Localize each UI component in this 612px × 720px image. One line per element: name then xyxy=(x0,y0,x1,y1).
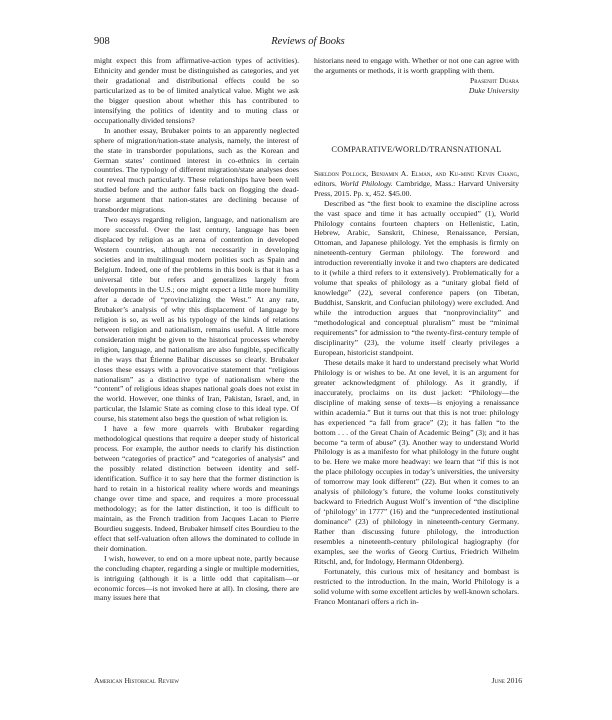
paragraph: I have a few more quarrels with Brubaker regarding methodological questions that require a deeper study of historical process. For example, the author needs to clarify his distinction between “categories of practice” and “categories of analysis” and the possibly related distinction between identity and self-identification. Suffice it to say here that the former distinction is hard to retain in a historical reality where words and meanings change over time and space, and requires a more processual methodology; as for the latter distinction, it too is difficult to maintain, as the French tradition from Jacques Lacan to Pierre Bourdieu suggests. Indeed, Brubaker himself cites Bourdieu to the effect that self-valuation often allows the dominated to collude in their domination. xyxy=(94,424,299,553)
issue-date: June 2016 xyxy=(491,676,522,685)
paragraph: These details make it hard to understand precisely what World Philology is or wishes to be. At one level, it is an argument for greater acknowledgment of philology. As it grandly, if inaccurately, proclaims on its dust jacket: “Philology—the discipline of making sense of texts—is enjoying a renaissance within academia.” But it turns out that this is not true: philology has experienced “a fall from grace” (2); it has fallen “to the bottom . . . of the Great Chain of Academic Being” (3); and it has become “a term of abuse” (3). Another way to understand World Philology is as a manifesto for what philology in the future ought to be. Here we make more headway: we learn that “if this is not the place philology occupies in today’s universities, the university of tomorrow may look different” (22). But when it comes to an analysis of philology’s future, the volume looks constitutively backward to Friedrich August Wolf’s invention of “the discipline of ‘philology’ in 1777” (16) and the “unprecedented institutional dominance” (23) of philology in nineteenth-century Germany. Rather than discussing future philology, the introduction resembles a nineteenth-century philological hagiography (for examples, see the works of Georg Curtius, Friedrich Wilhelm Ritschl, and, for Indology, Hermann Oldenberg). xyxy=(314,357,519,566)
journal-name: American Historical Review xyxy=(94,676,180,685)
page-number: 908 xyxy=(94,36,110,47)
paragraph: Fortunately, this curious mix of hesitancy and bombast is restricted to the introduction. In the main, World Philology is a solid volume with some excellent articles by well-known scholars. Franco Montanari offers a rich in- xyxy=(314,566,519,606)
citation-publication: Cambridge, Mass.: Harvard University Press, 2015. Pp. x, 452. $45.00. xyxy=(314,178,520,198)
running-head: Reviews of Books xyxy=(271,36,345,47)
paragraph: I wish, however, to end on a more upbeat note, partly because the concluding chapter, regarding a single or multiple modernities, is intriguing (although it is a little odd that capitalism—or economic forces—is not invoked here at all). In closing, there are many issues here that xyxy=(94,553,299,603)
paragraph: historians need to engage with. Whether or not one can agree with the arguments or methods, it is worth grappling with them. xyxy=(314,56,519,75)
paragraph: In another essay, Brubaker points to an apparently neglected sphere of migration/nation-state analysis, namely, the interest of the state in transborder populations, such as the Korean and German states’ continued interest in co-ethnics in certain countries. The typology of different migration/state analyses does not reveal much particularly. These relationships have been well studied before and the author falls back on flogging the dead-horse argument that nation-states are declining because of transborder migrations. xyxy=(94,125,299,215)
citation-authors: Sheldon Pollock, Benjamin A. Elman, and Ku-ming Kevin Chang, xyxy=(314,168,519,178)
paragraph: Two essays regarding religion, language, and nationalism are more successful. Over the last century, language has been displaced by religion as an arena of contention in developed Western countries, although not necessarily in developing societies and in multilingual modern polities such as Spain and Belgium. Indeed, one of the problems in this book is that it has a universal title but refers and generalizes largely from developments in the U.S.; one might expect a little more humility after a decade of “provincializing the West.” At any rate, Brubaker’s analysis of why this displacement of language by religion is so, as well as his typology of the kinds of relations between religion and nationalism, remains useful. A little more consideration might be given to the historical processes whereby religion, language, and nationalism are also fungible, specifically in the ways that Étienne Balibar discusses so clearly. Brubaker closes these essays with a provocative statement that “religious nationalism” as a distinctive type of nationalism where the “content” of religious ideas shapes national goals does not exist in the world. However, one thinks of Iran, Pakistan, Israel, and, in particular, the Islamic State as coming close to this ideal type. Of course, his statement also begs the question of what religion is. xyxy=(94,215,299,424)
citation-title: World Philology. xyxy=(339,178,393,188)
book-citation xyxy=(314,169,519,199)
paragraph: Described as “the first book to examine the discipline across the vast space and time it has actually occupied” (1), World Philology contains fourteen chapters on Hellenistic, Latin, Hebrew, Arabic, Sanskrit, Chinese, Renaissance, Persian, Ottoman, and Japanese philology. Yet the emphasis is firmly on nineteenth-century German philology. The foreword and introduction reverentially invoke it and two chapters are dedicated to it (while a third refers to it extensively). Problematically for a volume that speaks of philology as a “unitary global field of knowledge” (22), several conference papers (on Tibetan, Buddhist, Sanskrit, and Confucian philology) were excluded. And while the introduction argues that “nonprovinciality” and “methodological and conceptual pluralism” must be “minimal requirements” for admission to “the twenty-first-century temple of disciplinarity” (23), the volume itself clearly privileges a European, historicist standpoint. xyxy=(314,198,519,357)
page-header xyxy=(94,36,522,50)
paragraph: might expect this from affirmative-action types of activities). Ethnicity and gender must be distinguished as categories, and yet their gradational and distributional effects could be so particularized as to be of limited analytical value. Might we ask the bigger question about whether this has contributed to intensifying the politics of identity and to muting class or occupationally divided tensions? xyxy=(94,56,299,125)
reviewer-name: Prasenjit Duara xyxy=(470,75,519,85)
section-title: COMPARATIVE/WORLD/TRANSNATIONAL xyxy=(331,144,502,154)
left-column xyxy=(94,56,299,603)
citation-editors-label: editors. xyxy=(314,178,337,188)
right-column xyxy=(314,56,519,607)
reviewer-affiliation: Duke University xyxy=(468,85,519,95)
